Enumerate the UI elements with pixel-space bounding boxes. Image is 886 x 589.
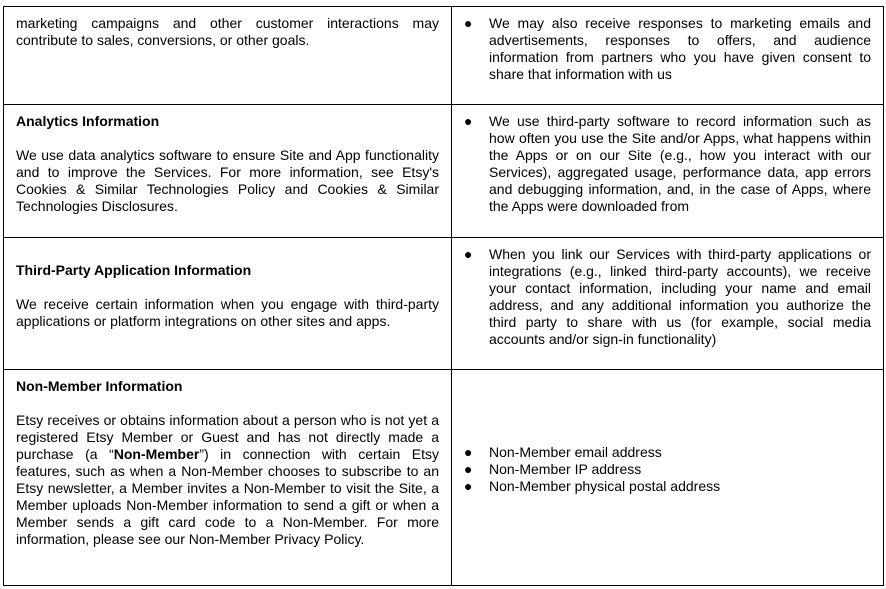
defined-term: Non-Member xyxy=(113,446,200,462)
data-categories-table xyxy=(3,6,884,586)
list-item-text: Non-Member physical postal address xyxy=(489,478,721,494)
category-cell xyxy=(4,238,452,370)
list-item-text: When you link our Services with third-party applications or integrations (e.g., linked third-party accounts), we receive your contact information, including your name and email address, and any additional information you authorize the third party to share with us (for example, social media accounts and/or sign-in functionality) xyxy=(489,246,871,347)
category-paragraph: We use data analytics software to ensure Site and App functionality and to improve the Services. For more information, see Etsy's Cookies & Similar Technologies Policy and Cookies & Similar Technologies Disclosures. xyxy=(16,147,439,214)
bullet-icon: ● xyxy=(464,113,473,129)
category-paragraph: marketing campaigns and other customer interactions may contribute to sales, conversions, or other goals. xyxy=(16,15,439,48)
details-list xyxy=(452,105,883,215)
table-row xyxy=(4,7,884,105)
list-item-text: We use third-party software to record information such as how often you use the Site and/or Apps, what happens within the Apps or on our Site (e.g., how you interact with our Services), aggregated usage, performance data, app errors and debugging information, and, in the case of Apps, where the Apps were downloaded from xyxy=(489,113,871,214)
category-paragraph: We receive certain information when you engage with third-party applications or platform integrations on other sites and apps. xyxy=(16,296,439,329)
bullet-icon: ● xyxy=(464,15,473,31)
bullet-icon: ● xyxy=(464,461,473,477)
list-item xyxy=(464,113,871,215)
bullet-icon: ● xyxy=(464,246,473,262)
table-row xyxy=(4,105,884,238)
category-cell xyxy=(4,105,452,238)
category-description xyxy=(4,105,451,215)
details-cell xyxy=(452,370,884,586)
table-row xyxy=(4,238,884,370)
details-cell xyxy=(452,7,884,105)
category-description xyxy=(4,7,451,49)
details-cell xyxy=(452,105,884,238)
table-row xyxy=(4,370,884,586)
list-item xyxy=(464,444,871,461)
list-item-text: We may also receive responses to marketing emails and advertisements, responses to offers, and audience information from partners who you have given consent to share that information with us xyxy=(489,15,871,82)
category-heading: Analytics Information xyxy=(16,113,160,129)
details-list xyxy=(452,370,883,495)
paragraph-text-start: Etsy receives or obtains information about a person who is not yet a registered Etsy Member or Guest and has not directly made a purchase (a “ xyxy=(16,412,439,462)
category-heading: Non-Member Information xyxy=(16,378,183,394)
category-heading: Third-Party Application Information xyxy=(16,262,252,278)
details-list xyxy=(452,238,883,348)
details-cell xyxy=(452,238,884,370)
list-item-text: Non-Member IP address xyxy=(489,461,642,477)
bullet-icon: ● xyxy=(464,444,473,460)
list-item-text: Non-Member email address xyxy=(489,444,662,460)
category-cell xyxy=(4,370,452,586)
category-description xyxy=(4,370,451,548)
paragraph-text-end: ”) in connection with certain Etsy features, such as when a Non-Member chooses to subscribe to an Etsy newsletter, a Member invites a Non-Member to visit the Site, a Member uploads Non-Member information to send a gift or when a Member sends a gift card code to a Non-Member. For more information, please see our Non-Member Privacy Policy. xyxy=(16,446,440,547)
list-item xyxy=(464,15,871,83)
category-description xyxy=(4,238,451,330)
list-item xyxy=(464,461,871,478)
details-list xyxy=(452,7,883,83)
bullet-icon: ● xyxy=(464,478,473,494)
category-cell xyxy=(4,7,452,105)
list-item xyxy=(464,246,871,348)
list-item xyxy=(464,478,871,495)
category-paragraph xyxy=(16,412,439,548)
